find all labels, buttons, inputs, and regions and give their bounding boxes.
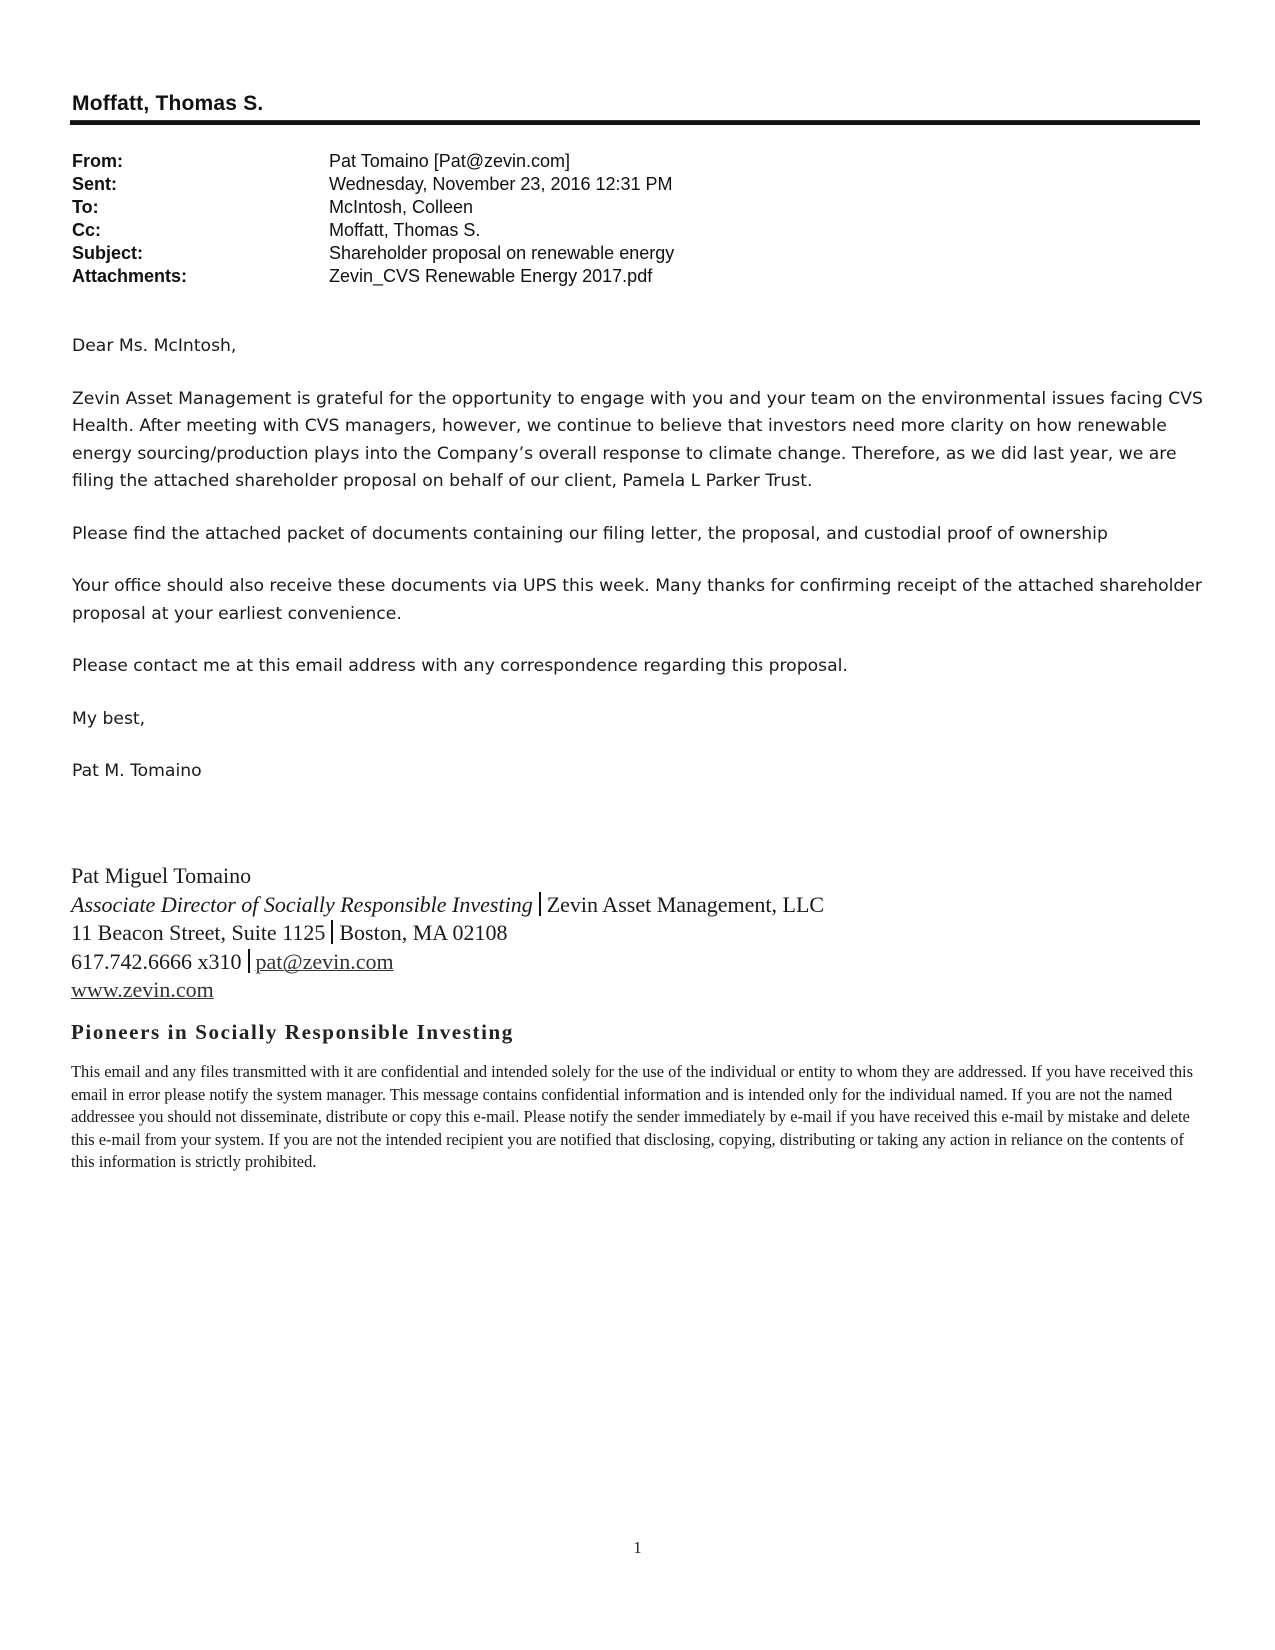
signature-city: Boston, MA 02108 — [339, 920, 508, 945]
body-paragraph: Please find the attached packet of documents containing our filing letter, the proposal, and custodial proof of ownership — [72, 523, 1108, 544]
signature-website-link[interactable]: www.zevin.com — [71, 977, 214, 1002]
cc-label: Cc: — [72, 220, 102, 240]
email-signature — [71, 862, 1206, 1005]
email-body — [72, 333, 1207, 811]
subject-row — [72, 242, 972, 265]
signature-phone: 617.742.6666 x310 — [71, 948, 242, 974]
email-header-fields — [72, 150, 972, 288]
cc-row — [72, 219, 972, 242]
cc-value: Moffatt, Thomas S. — [329, 220, 481, 240]
header-rule — [70, 120, 1200, 125]
to-value: McIntosh, Colleen — [329, 197, 474, 217]
separator-bar — [331, 920, 333, 944]
signature-street: 11 Beacon Street, Suite 1125 — [71, 920, 326, 945]
from-row — [72, 150, 972, 173]
from-label: From: — [72, 151, 123, 171]
separator-bar — [248, 949, 250, 973]
subject-label: Subject: — [72, 243, 144, 263]
signature-title-line — [71, 891, 1206, 920]
from-value: Pat Tomaino [Pat@zevin.com] — [329, 151, 571, 171]
attachments-label: Attachments: — [72, 266, 188, 286]
closing: My best, — [72, 708, 146, 729]
subject-value: Shareholder proposal on renewable energy — [329, 243, 675, 263]
signature-email-link[interactable]: pat@zevin.com — [255, 948, 394, 974]
separator-bar — [539, 892, 541, 916]
body-paragraph: Please contact me at this email address with any correspondence regarding this proposal. — [72, 656, 848, 676]
signature-title: Associate Director of Socially Responsible Investing — [71, 891, 533, 917]
to-label: To: — [72, 197, 99, 217]
sent-label: Sent: — [72, 174, 117, 194]
page-number: 1 — [633, 1538, 642, 1557]
attachment-file[interactable]: Zevin_CVS Renewable Energy 2017.pdf — [329, 266, 653, 286]
signature-address-line — [71, 919, 1206, 948]
attachments-row — [72, 265, 972, 288]
mailbox-owner-name: Moffatt, Thomas S. — [72, 92, 264, 115]
sent-row — [72, 173, 972, 196]
signature-website-line — [71, 976, 1206, 1005]
confidentiality-disclaimer: This email and any files transmitted with it are confidential and intended solely for the use of the individual or entity to whom they are addressed. If you have received this email in error please notify the system manager. This message contains confidential information and is intended only for the individual named. If you are not the named addressee you should not disseminate, distribute or copy this e-mail. Please notify the sender immediately by e-mail if you have received this e-mail by mistake and delete this e-mail from your system. If you are not the intended recipient you are notified that disclosing, copying, distributing or taking any action in reliance on the contents of this information is strictly prohibited. — [71, 1062, 1193, 1172]
salutation: Dear Ms. McIntosh, — [72, 336, 237, 356]
page-header — [70, 92, 1200, 125]
company-tagline: Pioneers in Socially Responsible Investing — [71, 1020, 514, 1044]
signature-company: Zevin Asset Management, LLC — [546, 891, 825, 917]
signature-name: Pat Miguel Tomaino — [71, 863, 252, 888]
sender-name: Pat M. Tomaino — [72, 761, 202, 781]
signature-contact-line — [71, 948, 1206, 977]
to-row — [72, 196, 972, 219]
body-paragraph: Zevin Asset Management is grateful for the opportunity to engage with you and your team on the environmental issues facing CVS Health. After meeting with CVS managers, however, we continue to believe that investors need more clarity on how renewable energy sourcing/production plays into the Company’s overall response to climate change. Therefore, as we did last year, we are filing the attached shareholder proposal on behalf of our client, Pamela L Parker Trust. — [72, 388, 1203, 491]
sent-value: Wednesday, November 23, 2016 12:31 PM — [329, 174, 673, 194]
body-paragraph: Your office should also receive these documents via UPS this week. Many thanks for confirming receipt of the attached shareholder proposal at your earliest convenience. — [72, 576, 1202, 624]
